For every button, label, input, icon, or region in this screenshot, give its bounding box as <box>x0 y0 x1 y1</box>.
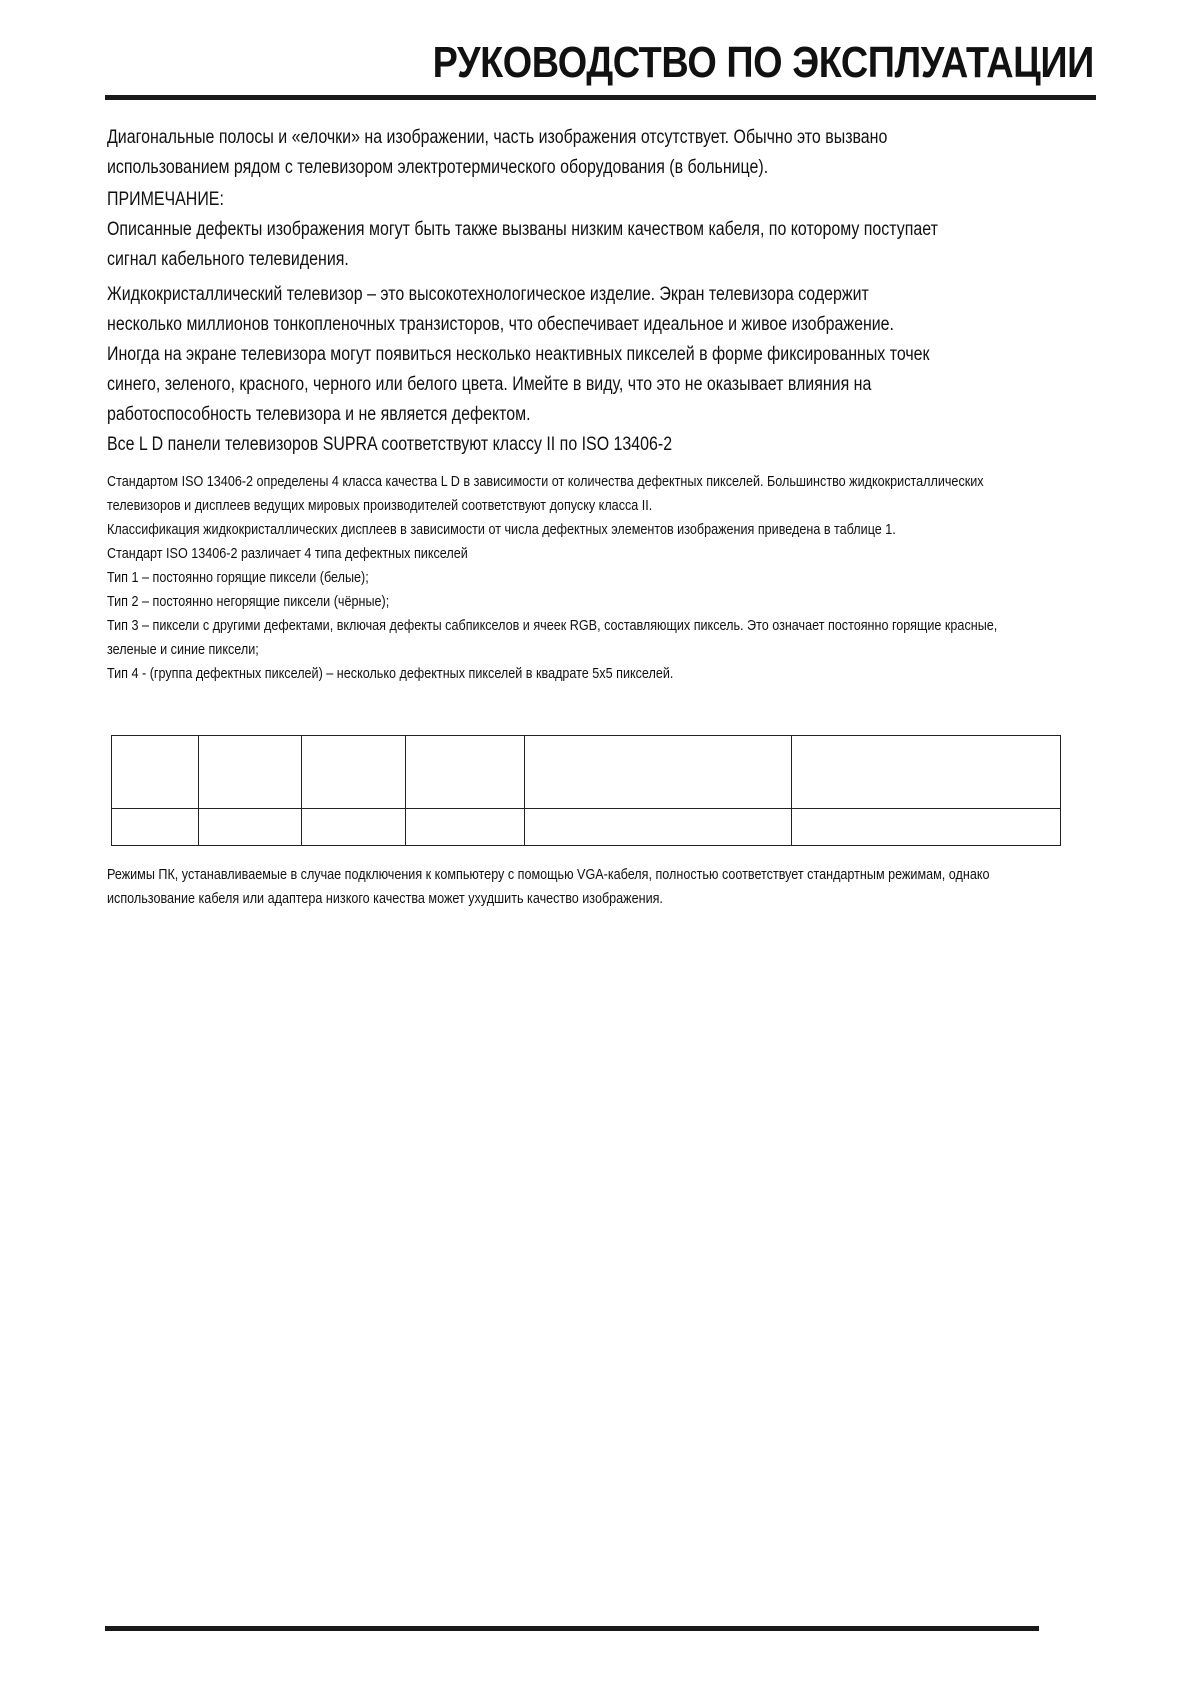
table-cell <box>792 736 1061 809</box>
iso-details-paragraph <box>107 470 997 686</box>
table-cell <box>524 809 792 846</box>
iso-details-line: Стандартом ISO 13406-2 определены 4 класса качества L D в зависимости от количества дефектных пикселей. Большинство жидкокристаллических <box>107 473 984 490</box>
table-cell <box>405 809 524 846</box>
lcd-info-line: несколько миллионов тонкопленочных транзисторов, что обеспечивает идеальное и живое изображение. <box>107 314 895 335</box>
title-divider <box>105 95 1096 100</box>
page-title: РУКОВОДСТВО ПО ЭКСПЛУАТАЦИИ <box>432 38 1094 87</box>
iso-details-line: Тип 2 – постоянно негорящие пиксели (чёрные); <box>107 593 390 610</box>
note-label: ПРИМЕЧАНИЕ: <box>107 189 224 210</box>
table-cell <box>301 809 405 846</box>
lcd-info-paragraph <box>107 280 930 460</box>
lcd-info-line: синего, зеленого, красного, черного или белого цвета. Имейте в виду, что это не оказывает влияния на <box>107 374 872 395</box>
interference-line: использованием рядом с телевизором электротермического оборудования (в больнице). <box>107 157 769 178</box>
iso-details-line: Стандарт ISO 13406-2 различает 4 типа дефектных пикселей <box>107 545 468 562</box>
iso-details-line: Тип 3 – пиксели с другими дефектами, включая дефекты сабпикселов и ячеек RGB, составляющих пиксель. Это означает постоянно горящие красные, <box>107 617 998 634</box>
interference-paragraph <box>107 123 887 183</box>
table-cell <box>198 809 301 846</box>
lcd-info-line: Все L D панели телевизоров SUPRA соответствуют классу II по ISO 13406-2 <box>107 434 673 455</box>
lcd-info-line: работоспособность телевизора и не является дефектом. <box>107 404 531 425</box>
iso-details-line: зеленые и синие пиксели; <box>107 641 259 658</box>
footer-divider <box>105 1626 1039 1631</box>
note-paragraph <box>107 215 938 275</box>
note-line: Описанные дефекты изображения могут быть также вызваны низким качеством кабеля, по которому поступает <box>107 219 938 240</box>
interference-line: Диагональные полосы и «елочки» на изображении, часть изображения отсутствует. Обычно это вызвано <box>107 127 888 148</box>
iso-details-line: Тип 1 – постоянно горящие пиксели (белые); <box>107 569 369 586</box>
lcd-info-line: Жидкокристаллический телевизор – это высокотехнологическое изделие. Экран телевизора содержит <box>107 284 869 305</box>
table-row <box>112 809 1061 846</box>
table-cell <box>198 736 301 809</box>
table-cell <box>301 736 405 809</box>
pc-modes-line: использование кабеля или адаптера низкого качества может ухудшить качество изображения. <box>107 890 663 907</box>
iso-details-line: Классификация жидкокристаллических дисплеев в зависимости от числа дефектных элементов изображения приведена в таблице 1. <box>107 521 896 538</box>
defect-classification-table <box>111 735 1061 846</box>
table-row <box>112 736 1061 809</box>
table-cell <box>112 736 199 809</box>
lcd-info-line: Иногда на экране телевизора могут появиться несколько неактивных пикселей в форме фиксированных точек <box>107 344 930 365</box>
table-cell <box>405 736 524 809</box>
iso-details-line: телевизоров и дисплеев ведущих мировых производителей соответствуют допуску класса II. <box>107 497 653 514</box>
table-cell <box>524 736 792 809</box>
table-cell <box>792 809 1061 846</box>
table-cell <box>112 809 199 846</box>
pc-modes-line: Режимы ПК, устанавливаемые в случае подключения к компьютеру с помощью VGA-кабеля, полностью соответствует стандартным режимам, однако <box>107 866 990 883</box>
note-line: сигнал кабельного телевидения. <box>107 249 349 270</box>
pc-modes-paragraph <box>107 863 989 911</box>
iso-details-line: Тип 4 - (группа дефектных пикселей) – несколько дефектных пикселей в квадрате 5х5 пикселей. <box>107 665 674 682</box>
